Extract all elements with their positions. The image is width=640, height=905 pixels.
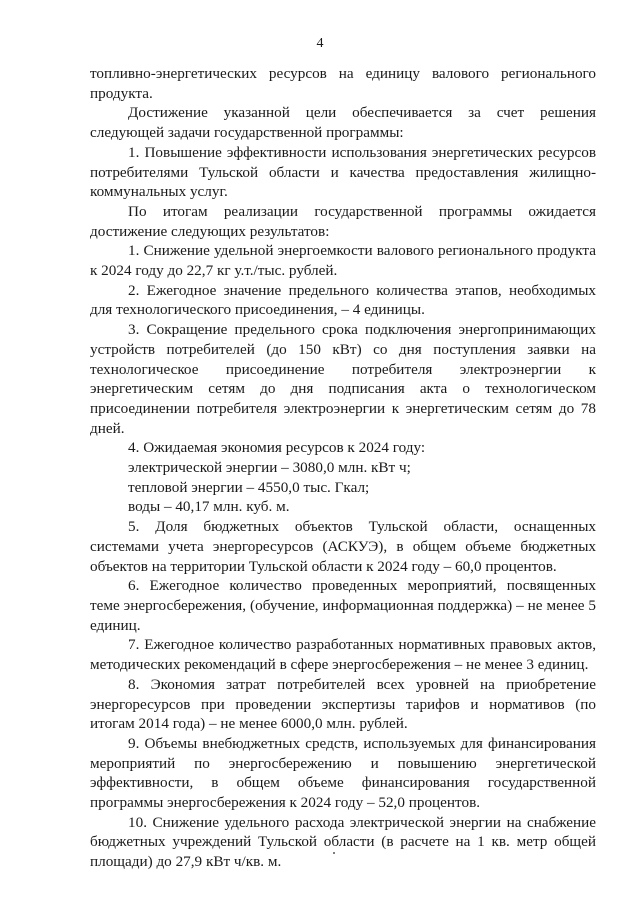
result-item-4-electricity: электрической энергии – 3080,0 млн. кВт ч; (128, 459, 411, 477)
result-item-1: 1. Снижение удельной энергоемкости валового регионального продукта к 2024 году до 22,7 кг у.т./тыс. рублей. (90, 242, 596, 280)
result-item-6: 6. Ежегодное количество проведенных мероприятий, посвященных теме энергосбережения, (обучение, информационная поддержка) – не менее 5 единиц. (90, 577, 596, 634)
result-item-9: 9. Объемы внебюджетных средств, используемых для финансирования мероприятий по энергосбережению и повышению энергетической эффективности, в общем объеме финансирования государственной программы энергосбережения к 2024 году – 52,0 процентов. (90, 734, 596, 812)
result-item-5: 5. Доля бюджетных объектов Тульской области, оснащенных системами учета энергоресурсов (АСКУЭ), в общем объеме бюджетных объектов на территории Тульской области к 2024 году – 60,0 процентов. (90, 518, 596, 575)
result-item-3: 3. Сокращение предельного срока подключения энергопринимающих устройств потребителей (до 150 кВт) со дня поступления заявки на технологическое присоединение потребителя электроэнергии к энергетическим сетям до дня подписания акта о технологическом присоединении потребителя электроэнергии к энергетическим сетям до 78 дней. (90, 321, 596, 437)
result-item-4-heat: тепловой энергии – 4550,0 тыс. Гкал; (128, 478, 370, 496)
document-body (90, 64, 596, 872)
result-item-8: 8. Экономия затрат потребителей всех уровней на приобретение энергоресурсов при проведении экспертизы тарифов и нормативов (по итогам 2014 года) – не менее 6000,0 млн. рублей. (90, 675, 596, 733)
paragraph-continuation: топливно-энергетических ресурсов на единицу валового регионального продукта. (90, 65, 596, 102)
result-item-10: 10. Снижение удельного расхода электрической энергии на снабжение бюджетных учреждений Тульской области (в расчете на 1 кв. метр общей площади) до 27,9 кВт ч/кв. м. (90, 813, 596, 871)
result-item-4: 4. Ожидаемая экономия ресурсов к 2024 году: (128, 439, 426, 457)
result-item-7: 7. Ежегодное количество разработанных нормативных правовых актов, методических рекомендаций в сфере энергосбережения – не менее 3 единиц. (90, 636, 596, 674)
paragraph-goal: Достижение указанной цели обеспечивается за счет решения следующей задачи государственной программы: (90, 104, 596, 142)
page-number: 4 (316, 36, 324, 51)
scan-speck (333, 852, 335, 854)
result-item-4-water: воды – 40,17 млн. куб. м. (128, 498, 290, 516)
paragraph-results-intro: По итогам реализации государственной программы ожидается достижение следующих результатов: (90, 202, 596, 240)
result-item-2: 2. Ежегодное значение предельного количества этапов, необходимых для технологического присоединения, – 4 единицы. (90, 281, 596, 319)
paragraph-task-1: 1. Повышение эффективности использования энергетических ресурсов потребителями Тульской области и качества предоставления жилищно-коммунальных услуг. (90, 143, 596, 201)
